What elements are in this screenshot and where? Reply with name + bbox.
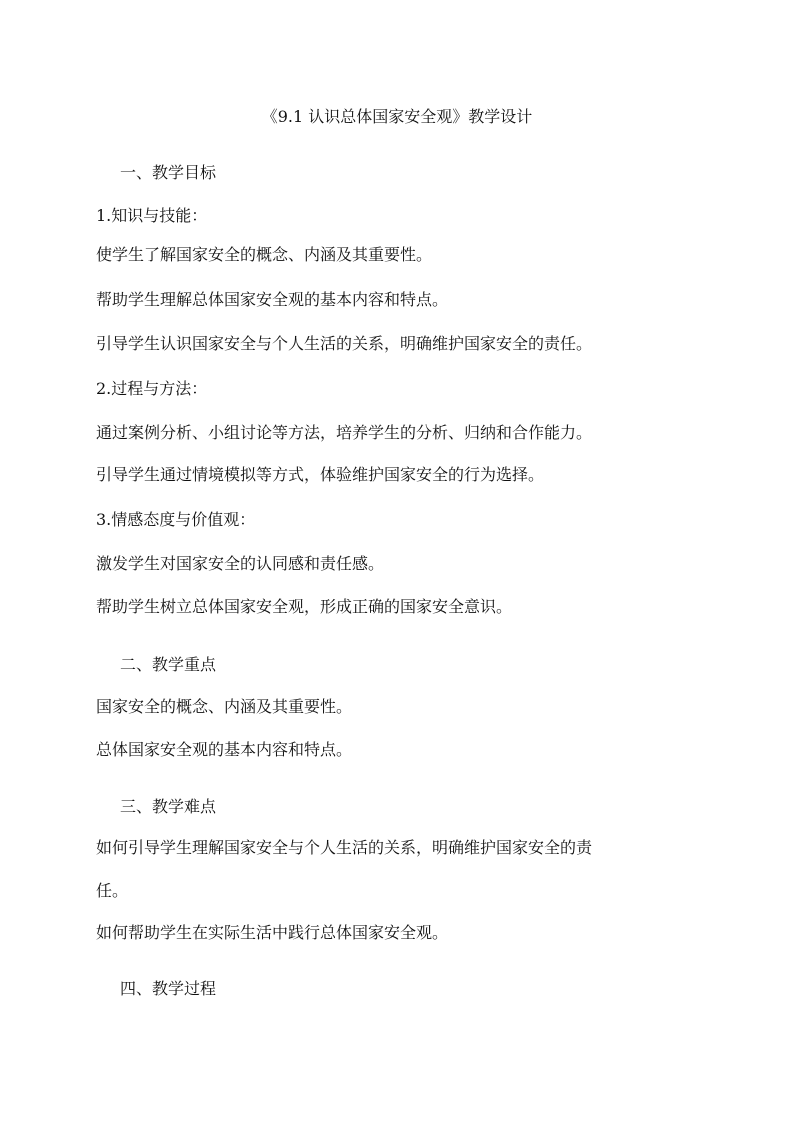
paragraph-line: 如何帮助学生在实际生活中践行总体国家安全观。 — [96, 923, 449, 942]
paragraph-line: 如何引导学生理解国家安全与个人生活的关系，明确维护国家安全的责 — [96, 838, 593, 857]
paragraph-line: 任。 — [96, 881, 129, 900]
section-heading-difficulties: 三、教学难点 — [120, 797, 217, 816]
paragraph-line: 引导学生通过情境模拟等方式，体验维护国家安全的行为选择。 — [96, 465, 545, 484]
paragraph-line: 激发学生对国家安全的认同感和责任感。 — [96, 554, 385, 573]
paragraph-line: 通过案例分析、小组讨论等方法，培养学生的分析、归纳和合作能力。 — [96, 423, 593, 442]
paragraph-line: 引导学生认识国家安全与个人生活的关系，明确维护国家安全的责任。 — [96, 334, 593, 353]
paragraph-line: 帮助学生理解总体国家安全观的基本内容和特点。 — [96, 290, 449, 309]
paragraph-line: 总体国家安全观的基本内容和特点。 — [96, 740, 353, 759]
subheading-process: 2.过程与方法： — [96, 379, 208, 398]
section-heading-process: 四、教学过程 — [120, 979, 217, 998]
subheading-values: 3.情感态度与价值观： — [96, 510, 256, 529]
paragraph-line: 国家安全的概念、内涵及其重要性。 — [96, 697, 353, 716]
paragraph-line: 使学生了解国家安全的概念、内涵及其重要性。 — [96, 245, 433, 264]
section-heading-key-points: 二、教学重点 — [120, 655, 217, 674]
paragraph-line: 帮助学生树立总体国家安全观，形成正确的国家安全意识。 — [96, 597, 513, 616]
document-title: 《9.1 认识总体国家安全观》教学设计 — [261, 107, 533, 126]
section-heading-objectives: 一、教学目标 — [120, 163, 217, 182]
subheading-knowledge: 1.知识与技能： — [96, 206, 208, 225]
